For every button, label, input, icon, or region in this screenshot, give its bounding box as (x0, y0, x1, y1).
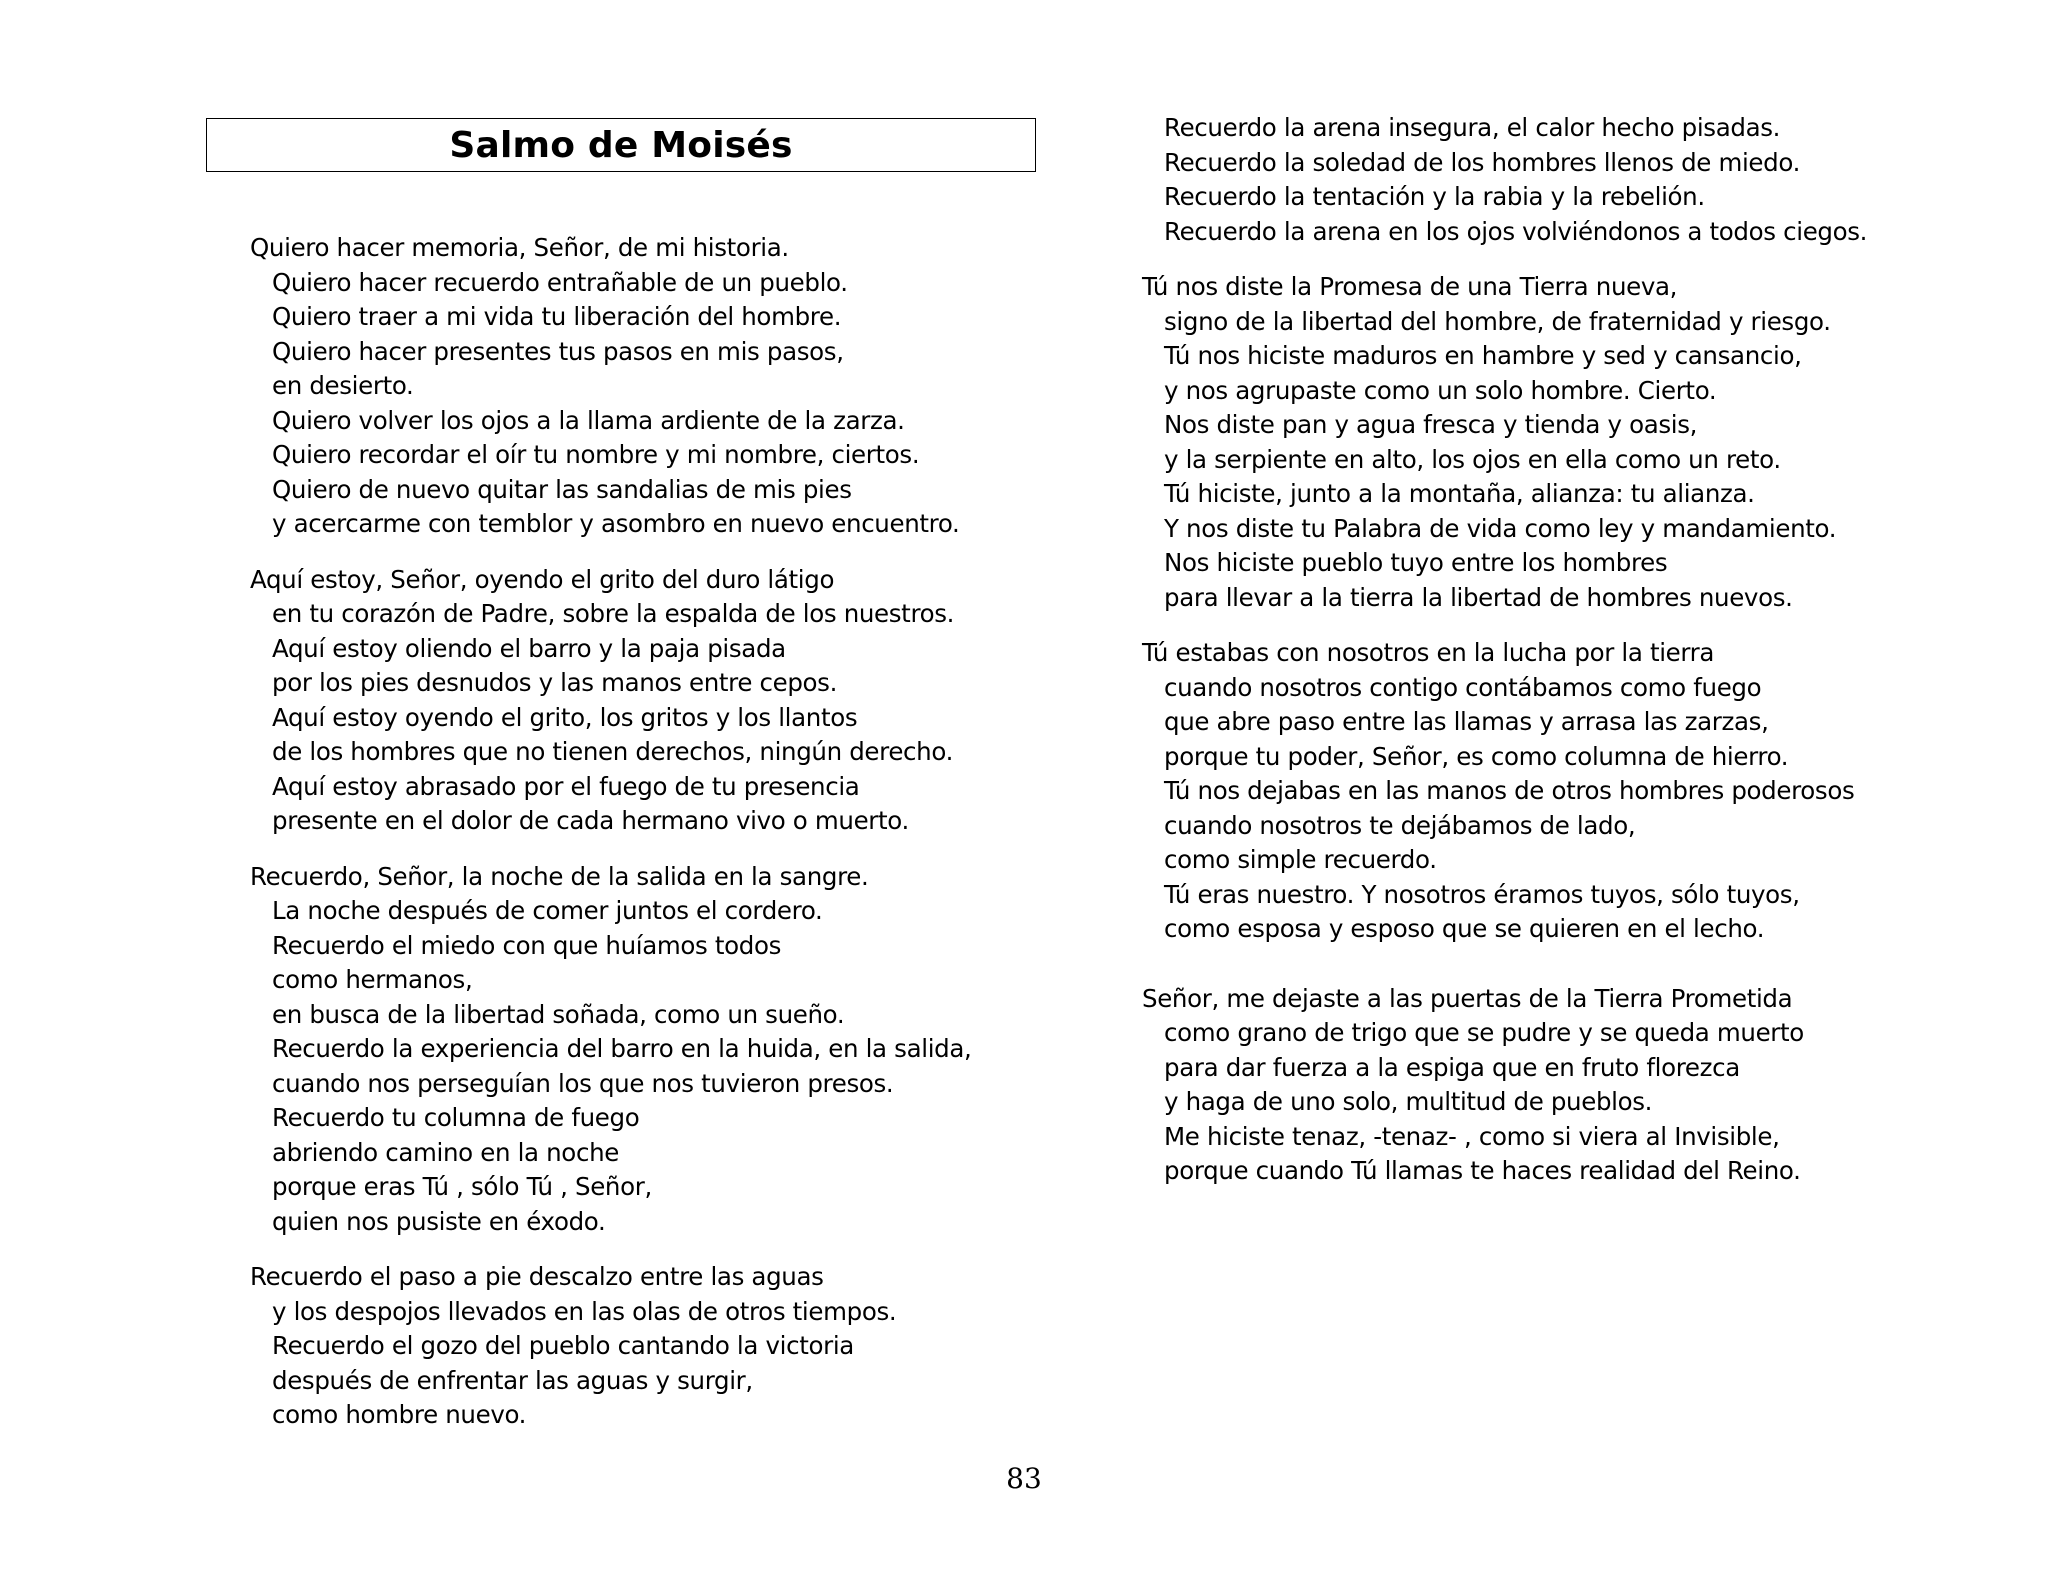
verse-line: Tú nos diste la Promesa de una Tierra nueva, (1142, 272, 1678, 301)
page-number: 83 (1006, 1462, 1042, 1495)
verse-line: como esposa y esposo que se quieren en el lecho. (1164, 914, 1765, 943)
verse-line: Aquí estoy, Señor, oyendo el grito del duro látigo (250, 564, 835, 594)
verse-line: Quiero de nuevo quitar las sandalias de mis pies (272, 474, 852, 504)
page-title: Salmo de Moisés (449, 124, 793, 166)
verse-line: quien nos pusiste en éxodo. (272, 1206, 606, 1236)
verse-line: Recuerdo tu columna de fuego (272, 1103, 640, 1132)
verse-line: Quiero volver los ojos a la llama ardiente de la zarza. (272, 405, 905, 435)
verse-line: cuando nos perseguían los que nos tuvieron presos. (272, 1068, 894, 1098)
verse-line: como hombre nuevo. (272, 1400, 527, 1429)
verse-line: Recuerdo, Señor, la noche de la salida en la sangre. (250, 861, 869, 891)
stanza (250, 231, 971, 542)
stanza (250, 860, 971, 1240)
verse-line: La noche después de comer juntos el cordero. (272, 896, 823, 925)
verse-line: y haga de uno solo, multitud de pueblos. (1164, 1087, 1653, 1116)
verse-line: como simple recuerdo. (1164, 845, 1437, 874)
title-box (206, 118, 1036, 172)
verse-line: cuando nosotros contigo contábamos como fuego (1164, 672, 1762, 702)
verse-line: Quiero recordar el oír tu nombre y mi nombre, ciertos. (272, 440, 920, 469)
verse-line: Tú eras nuestro. Y nosotros éramos tuyos, sólo tuyos, (1164, 879, 1800, 909)
verse-line: Recuerdo la tentación y la rabia y la rebelión. (1164, 182, 1705, 211)
verse-line: Recuerdo la soledad de los hombres llenos de miedo. (1164, 147, 1801, 177)
stanza (250, 1260, 971, 1433)
verse-line: Quiero traer a mi vida tu liberación del hombre. (272, 302, 842, 331)
verse-line: Nos diste pan y agua fresca y tienda y oasis, (1164, 410, 1698, 439)
stanza (1142, 111, 1867, 249)
verse-line: Tú nos hiciste maduros en hambre y sed y cansancio, (1164, 341, 1802, 370)
verse-line: Recuerdo la arena insegura, el calor hecho pisadas. (1164, 113, 1781, 142)
verse-line: porque cuando Tú llamas te haces realidad del Reino. (1164, 1156, 1801, 1185)
verse-line: para llevar a la tierra la libertad de hombres nuevos. (1164, 582, 1793, 612)
verse-line: y la serpiente en alto, los ojos en ella como un reto. (1164, 444, 1781, 474)
verse-line: Recuerdo la arena en los ojos volviéndonos a todos ciegos. (1164, 216, 1868, 246)
verse-line: Tú hiciste, junto a la montaña, alianza: tu alianza. (1164, 479, 1755, 508)
verse-line: y los despojos llevados en las olas de otros tiempos. (272, 1296, 897, 1326)
verse-line: porque eras Tú , sólo Tú , Señor, (272, 1172, 652, 1201)
verse-line: Aquí estoy oliendo el barro y la paja pisada (272, 633, 786, 663)
verse-line: Recuerdo el paso a pie descalzo entre las aguas (250, 1262, 824, 1291)
verse-line: y nos agrupaste como un solo hombre. Cierto. (1164, 375, 1717, 405)
verse-line: cuando nosotros te dejábamos de lado, (1164, 810, 1636, 840)
stanza (250, 563, 971, 839)
verse-line: Recuerdo la experiencia del barro en la huida, en la salida, (272, 1034, 972, 1063)
verse-line: Quiero hacer recuerdo entrañable de un pueblo. (272, 267, 848, 297)
verse-line: Tú nos dejabas en las manos de otros hombres poderosos (1164, 776, 1855, 805)
verse-line: como hermanos, (272, 965, 473, 994)
stanza (1142, 982, 1867, 1189)
verse-line: Señor, me dejaste a las puertas de la Tierra Prometida (1142, 983, 1793, 1013)
verse-line: por los pies desnudos y las manos entre cepos. (272, 668, 838, 697)
verse-line: Y nos diste tu Palabra de vida como ley y mandamiento. (1164, 513, 1837, 543)
verse-line: porque tu poder, Señor, es como columna de hierro. (1164, 741, 1789, 771)
verse-line: presente en el dolor de cada hermano vivo o muerto. (272, 806, 909, 835)
verse-line: Quiero hacer presentes tus pasos en mis pasos, (272, 336, 844, 366)
verse-line: Recuerdo el miedo con que huíamos todos (272, 930, 782, 960)
verse-line: Quiero hacer memoria, Señor, de mi historia. (250, 233, 789, 262)
verse-line: Recuerdo el gozo del pueblo cantando la victoria (272, 1331, 854, 1360)
verse-line: abriendo camino en la noche (272, 1137, 619, 1167)
verse-line: como grano de trigo que se pudre y se queda muerto (1164, 1018, 1804, 1047)
right-column (1142, 111, 1867, 1189)
verse-line: Tú estabas con nosotros en la lucha por la tierra (1142, 638, 1715, 667)
verse-line: para dar fuerza a la espiga que en fruto florezca (1164, 1052, 1740, 1082)
verse-line: que abre paso entre las llamas y arrasa las zarzas, (1164, 707, 1769, 736)
verse-line: Me hiciste tenaz, -tenaz- , como si viera al Invisible, (1164, 1121, 1780, 1151)
left-column (250, 231, 971, 1433)
verse-line: en busca de la libertad soñada, como un sueño. (272, 999, 845, 1029)
stanza (1142, 636, 1867, 947)
verse-line: y acercarme con temblor y asombro en nuevo encuentro. (272, 509, 960, 538)
verse-line: de los hombres que no tienen derechos, ningún derecho. (272, 737, 954, 766)
verse-line: Nos hiciste pueblo tuyo entre los hombres (1164, 548, 1668, 577)
verse-line: después de enfrentar las aguas y surgir, (272, 1365, 753, 1395)
verse-line: en desierto. (272, 371, 414, 400)
verse-line: Aquí estoy oyendo el grito, los gritos y los llantos (272, 702, 858, 732)
verse-line: Aquí estoy abrasado por el fuego de tu presencia (272, 771, 860, 801)
stanza (1142, 270, 1867, 615)
verse-line: signo de la libertad del hombre, de fraternidad y riesgo. (1164, 306, 1831, 336)
verse-line: en tu corazón de Padre, sobre la espalda de los nuestros. (272, 599, 955, 628)
